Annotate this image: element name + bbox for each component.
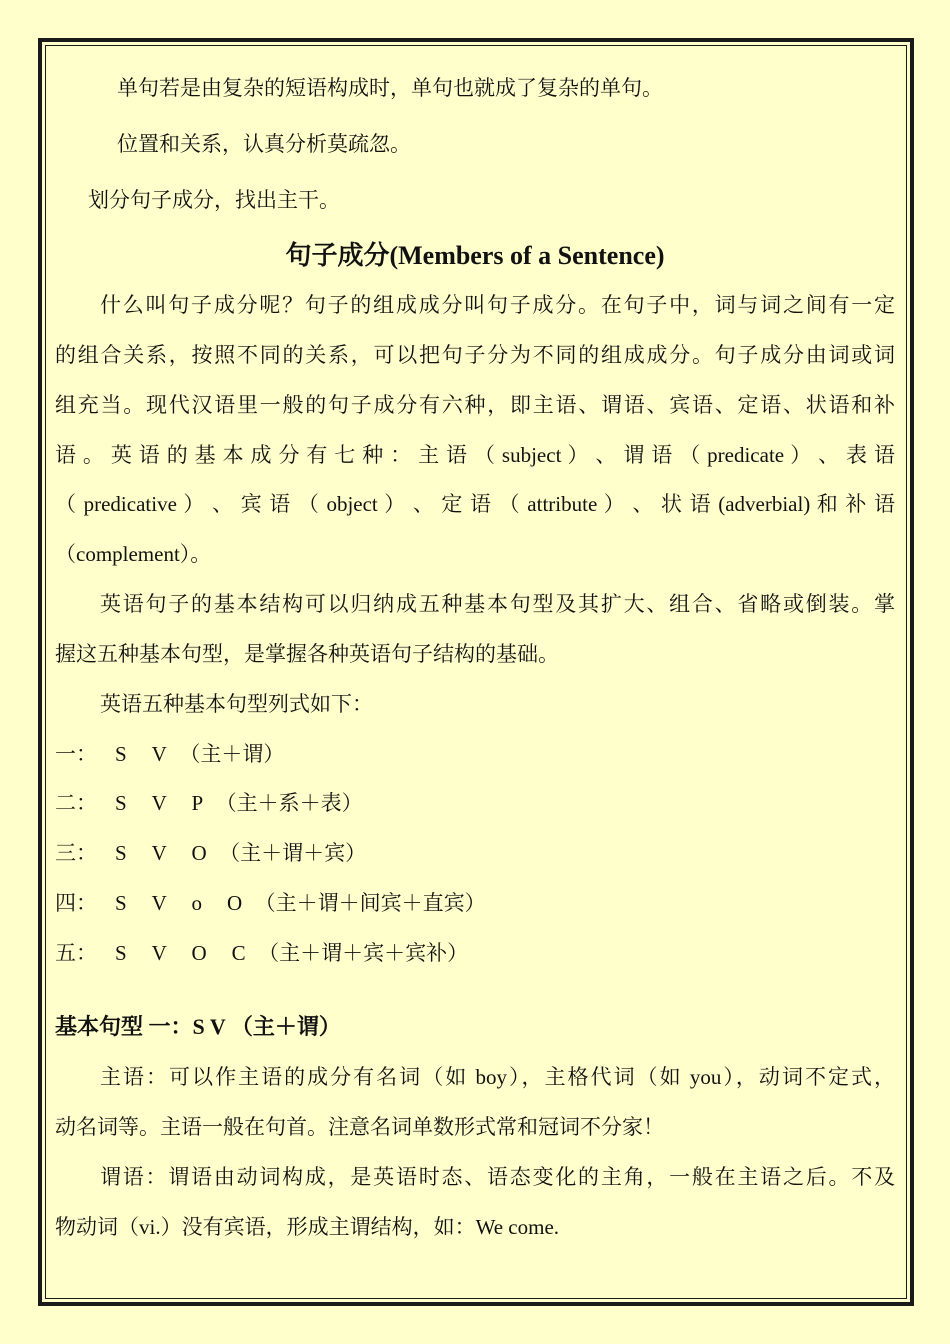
pattern-letters: S V O [115,841,209,865]
pattern-letters: S V [115,742,169,766]
page-title: 句子成分(Members of a Sentence) [285,241,665,270]
page-inner-border [45,45,907,1299]
pattern-row [55,890,486,916]
para1-line-2: 的组合关系，按照不同的关系，可以把句子分为不同的组成成分。句子成分由词或词 [55,343,895,367]
para1-line-4: 语 。 英 语 的 基 本 成 分 有 七 种 ： 主 语 （ subject ） 、 谓 语 （ predicate ） 、 表 语 [55,443,895,467]
para2-line-2: 握这五种基本句型，是掌握各种英语句子结构的基础。 [55,642,559,666]
pattern-number: 三： [55,841,97,865]
intro-line-1: 单句若是由复杂的短语构成时，单句也就成了复杂的单句。 [117,76,663,100]
pattern-row [55,940,468,966]
pattern-description: （主＋谓＋间宾＋直宾） [254,891,486,915]
para4-line-1: 谓语：谓语由动词构成，是英语时态、语态变化的主角，一般在主语之后。不及 [100,1165,895,1189]
pattern-description: （主＋系＋表） [215,791,363,815]
pattern-row [55,741,284,767]
pattern-number: 四： [55,891,97,915]
pattern-row [55,790,363,816]
patterns-intro: 英语五种基本句型列式如下： [100,692,373,716]
pattern-letters: S V o O [115,891,245,915]
intro-line-2: 位置和关系，认真分析莫疏忽。 [117,132,411,156]
para1-line-5: （ predicative ） 、 宾 语 （ object ） 、 定 语 （ attribute ） 、 状 语 (adverbial) 和 补 语 [55,492,895,516]
pattern-number: 五： [55,941,97,965]
para3-line-1: 主语：可以作主语的成分有名词（如 boy），主格代词（如 you），动词不定式， [100,1065,895,1089]
pattern-letters: S V P [115,791,206,815]
pattern-letters: S V O C [115,941,248,965]
para4-line-2: 物动词（vi.）没有宾语，形成主谓结构，如：We come. [55,1215,560,1239]
section-heading: 基本句型 一：S V （主＋谓） [55,1014,341,1039]
pattern-description: （主＋谓＋宾） [219,841,367,865]
intro-line-3: 划分句子成分，找出主干。 [88,188,340,212]
pattern-row [55,840,366,866]
pattern-number: 一： [55,742,97,766]
para1-line-1: 什么叫句子成分呢？句子的组成成分叫句子成分。在句子中，词与词之间有一定 [100,293,895,317]
para1-line-6: （complement）。 [55,542,212,566]
para3-line-2: 动名词等。主语一般在句首。注意名词单数形式常和冠词不分家！ [55,1115,664,1139]
para2-line-1: 英语句子的基本结构可以归纳成五种基本句型及其扩大、组合、省略或倒装。掌 [100,592,895,616]
para1-line-3: 组充当。现代汉语里一般的句子成分有六种，即主语、谓语、宾语、定语、状语和补 [55,393,895,417]
pattern-description: （主＋谓＋宾＋宾补） [258,941,469,965]
pattern-number: 二： [55,791,97,815]
pattern-description: （主＋谓） [179,742,285,766]
